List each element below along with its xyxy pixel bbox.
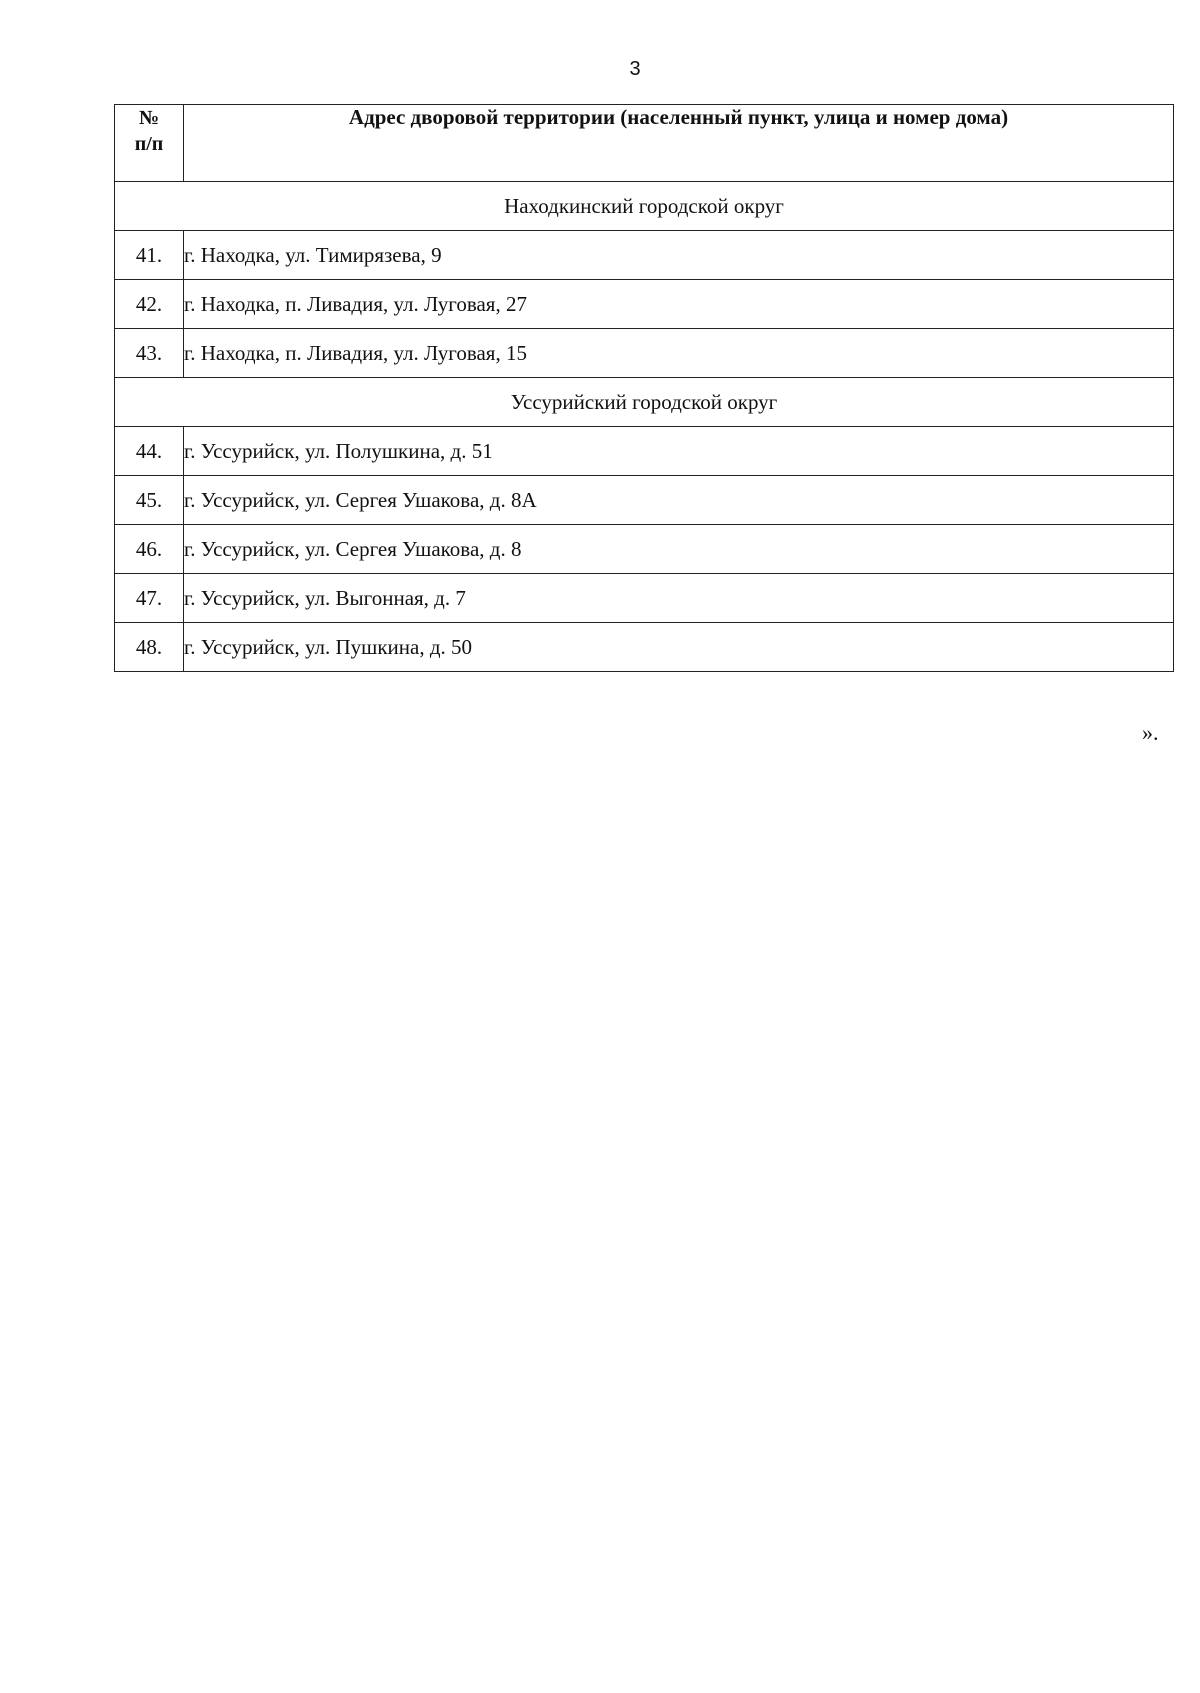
address-table: [114, 104, 1174, 672]
row-address: г. Уссурийск, ул. Выгонная, д. 7: [184, 574, 1174, 623]
group-title: Уссурийский городской округ: [115, 378, 1174, 427]
row-address: г. Уссурийск, ул. Пушкина, д. 50: [184, 623, 1174, 672]
group-title: Находкинский городской округ: [115, 182, 1174, 231]
closing-quote-mark: ».: [1142, 720, 1159, 745]
page-number: 3: [629, 58, 641, 80]
row-address: г. Уссурийск, ул. Сергея Ушакова, д. 8: [184, 525, 1174, 574]
header-number-cell: [115, 105, 184, 182]
row-number: 47.: [115, 574, 184, 623]
row-number: 42.: [115, 280, 184, 329]
group-row: [115, 182, 1174, 231]
row-number: 41.: [115, 231, 184, 280]
table-row: [115, 280, 1174, 329]
table-row: [115, 329, 1174, 378]
row-address: г. Находка, ул. Тимирязева, 9: [184, 231, 1174, 280]
table-row: [115, 231, 1174, 280]
table-row: [115, 476, 1174, 525]
table-row: [115, 623, 1174, 672]
row-address: г. Уссурийск, ул. Сергея Ушакова, д. 8А: [184, 476, 1174, 525]
header-number-sign: №: [138, 107, 160, 129]
table-row: [115, 574, 1174, 623]
header-number-abbr: п/п: [134, 133, 164, 155]
row-address: г. Находка, п. Ливадия, ул. Луговая, 27: [184, 280, 1174, 329]
row-number: 46.: [115, 525, 184, 574]
row-number: 45.: [115, 476, 184, 525]
table-row: [115, 427, 1174, 476]
header-address-cell: Адрес дворовой территории (населенный пункт, улица и номер дома): [184, 105, 1174, 182]
row-address: г. Находка, п. Ливадия, ул. Луговая, 15: [184, 329, 1174, 378]
group-row: [115, 378, 1174, 427]
row-number: 43.: [115, 329, 184, 378]
row-address: г. Уссурийск, ул. Полушкина, д. 51: [184, 427, 1174, 476]
row-number: 44.: [115, 427, 184, 476]
row-number: 48.: [115, 623, 184, 672]
table-row: [115, 525, 1174, 574]
table-header-row: [115, 105, 1174, 182]
